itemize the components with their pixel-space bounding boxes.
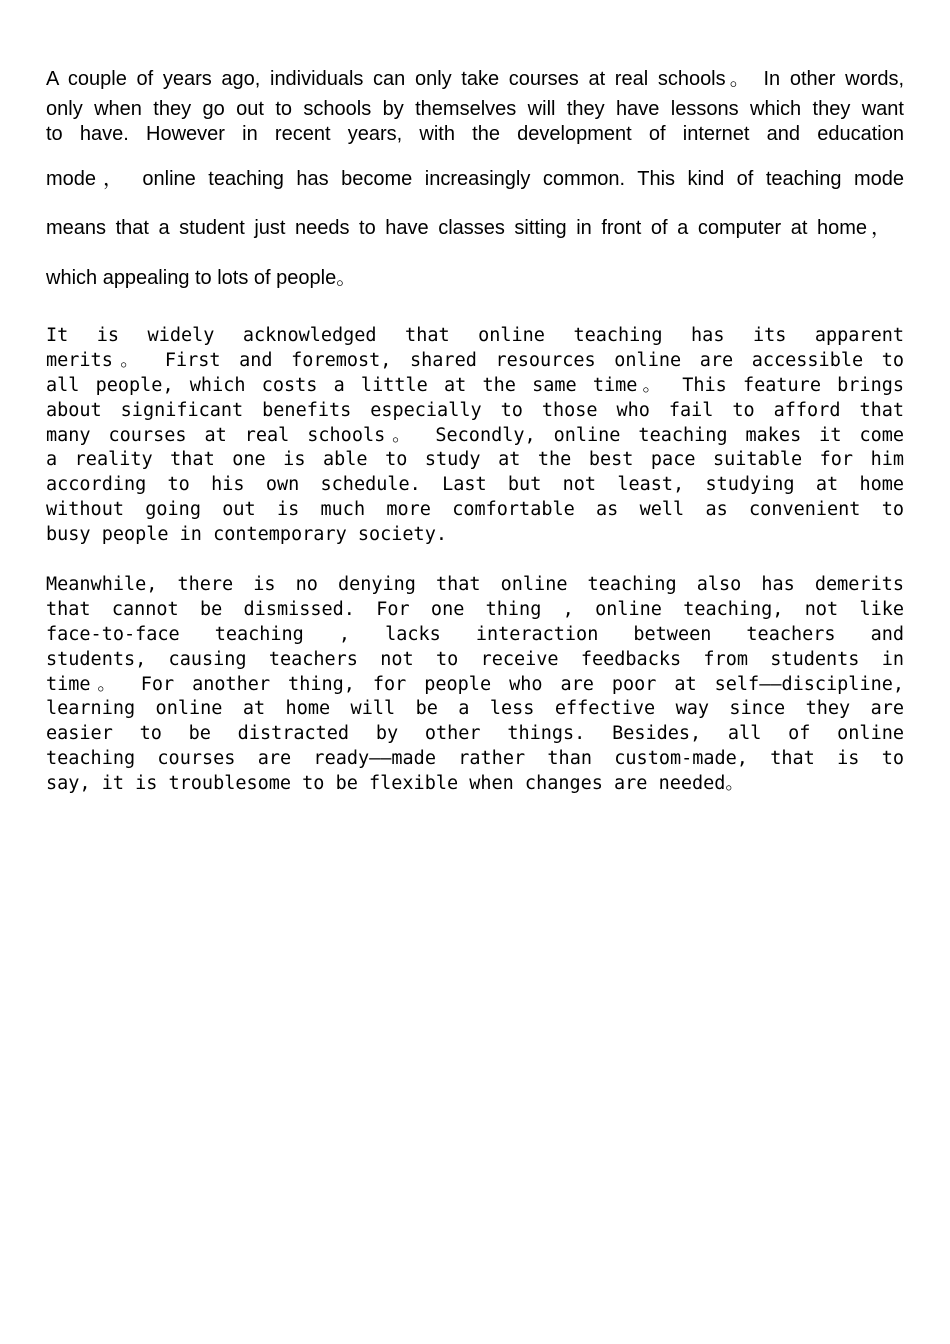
paragraph-line: Meanwhile, there is no denying that online teaching also has demerits xyxy=(46,574,904,595)
paragraph-line: It is widely acknowledged that online teaching has its apparent xyxy=(46,325,904,346)
paragraph-line: a reality that one is able to study at the best pace suitable for him xyxy=(46,449,904,471)
paragraph-line: learning online at home will be a less effective way since they are xyxy=(46,698,904,720)
paragraph-line: means that a student just needs to have classes sitting in front of a computer at home， xyxy=(46,217,891,239)
paragraph-line: about significant benefits especially to those who fail to afford that xyxy=(46,399,904,421)
paragraph-line: all people, which costs a little at the same time。 This feature brings xyxy=(46,374,904,396)
paragraph-line: mode， online teaching has become increasingly common. This kind of teaching mode xyxy=(46,168,904,190)
paragraph-line: teaching courses are ready——made rather than custom-made, that is to xyxy=(46,748,904,770)
paragraph-line: A couple of years ago, individuals can only take courses at real schools。 In other words, xyxy=(46,68,904,90)
paragraph-line: say, it is troublesome to be flexible when changes are needed。 xyxy=(46,773,744,795)
paragraph-line: face-to-face teaching , lacks interaction between teachers and xyxy=(46,623,904,645)
paragraph-line: busy people in contemporary society. xyxy=(46,524,447,546)
paragraph-line: many courses at real schools。 Secondly, online teaching makes it come xyxy=(46,424,904,446)
paragraph-demerits xyxy=(46,573,904,797)
paragraph-merits xyxy=(46,324,904,548)
paragraph-line: easier to be distracted by other things. Besides, all of online xyxy=(46,723,904,745)
paragraph-line: without going out is much more comfortable as well as convenient to xyxy=(46,499,904,521)
paragraph-line: that cannot be dismissed. For one thing , online teaching, not like xyxy=(46,598,904,620)
paragraph-line: students, causing teachers not to receive feedbacks from students in xyxy=(46,648,904,670)
paragraph-line: only when they go out to schools by themselves will they have lessons which they want xyxy=(46,98,904,120)
paragraph-line: which appealing to lots of people。 xyxy=(46,267,357,289)
paragraph-line: according to his own schedule. Last but not least, studying at home xyxy=(46,474,904,496)
paragraph-line: merits。 First and foremost, shared resources online are accessible to xyxy=(46,349,904,371)
paragraph-line: to have. However in recent years, with the development of internet and education xyxy=(46,123,904,145)
paragraph-line: time。 For another thing, for people who are poor at self——discipline, xyxy=(46,673,904,695)
